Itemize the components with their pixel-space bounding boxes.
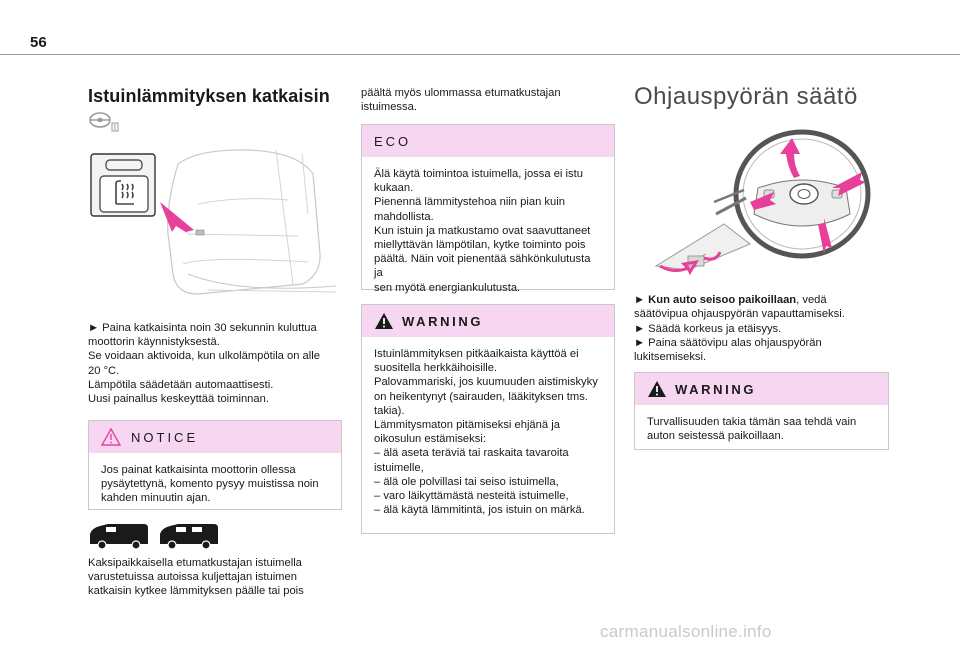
warning-body-seat: Istuinlämmityksen pitkäaikaista käyttöä ei suositella herkkäihoisille. Palovammariski, jos kuumuuden aistimiskyky on heikentynyt (sairauden, lääkityksen tms. takia). Lämmitysmaton pitämiseksi ehjänä ja oikosulun estämiseksi: – älä aseta teräviä tai raskaita tavaroita istuimelle, – älä ole polvillasi tai seiso istuimella, – varo läikyttämästä nesteitä istuimelle, – älä käytä lämmitintä, jos istuin on märkä. [374, 348, 598, 517]
warning-triangle-icon [374, 312, 394, 330]
warning-triangle-icon [647, 380, 667, 398]
notice-triangle-icon [101, 428, 121, 446]
eco-box [361, 124, 615, 294]
steering-step-2: ► Säädä korkeus ja etäisyys. [634, 323, 782, 335]
watermark: carmanualsonline.info [600, 622, 772, 641]
seat-heater-illustration [88, 144, 342, 302]
warning-body-steering: Turvallisuuden takia tämän saa tehdä vain auton seistessä paikoillaan. [647, 416, 857, 443]
seat-heating-instructions: ► Paina katkaisinta noin 30 sekunnin kuluttua moottorin käynnistyksestä. Se voidaan aktivoida, kun ulkolämpötila on alle 20 °C. Lämpötila säädetään automaattisesti. Uusi painallus keskeyttää toiminnan. [88, 322, 320, 406]
two-seat-passenger-text: Kaksipaikkaisella etumatkustajan istuimella varustetuissa autoissa kuljettajan istuimen katkaisin kytkee lämmityksen päälle tai pois [88, 557, 304, 598]
page-number: 56 [30, 34, 47, 51]
steering-step-3: ► Paina säätövipu alas ohjauspyörän lukitsemiseksi. [634, 337, 822, 364]
notice-body: Jos painat katkaisinta moottorin ollessa pysäytettynä, komento pysyy muistissa noin kahden minuutin ajan. [101, 464, 319, 505]
steering-step-1-lead: ► Kun auto seisoo paikoillaan [634, 294, 797, 306]
section-title-seat-heating: Istuinlämmityksen katkaisin [88, 86, 330, 106]
warning-box-steering [634, 372, 889, 450]
notice-header [89, 421, 341, 453]
warning-header-steering [635, 373, 888, 405]
warning-title-seat: WARNING [402, 313, 484, 329]
notice-box [88, 420, 342, 510]
steering-step-1-rest: , vedä säätövipua ohjauspyörän vapauttamiseksi. [634, 294, 845, 321]
steering-wheel-adjustment-illustration [654, 128, 874, 276]
section-title-steering: Ohjauspyörän säätö [634, 83, 858, 110]
header-rule [0, 54, 960, 55]
eco-header [362, 125, 614, 157]
steering-step-1 [634, 293, 889, 321]
notice-title: NOTICE [131, 429, 199, 445]
warning-title-steering: WARNING [675, 381, 757, 397]
steering-wheel-icon [88, 110, 120, 134]
eco-body: Älä käytä toimintoa istuimella, jossa ei istu kukaan. Pienennä lämmitystehoa niin pian kuin mahdollista. Kun istuin ja matkustamo ovat saavuttaneet miellyttävän lämpötilan, kytke toiminto pois päältä. Näin voit pienentää sähkönkulutusta ja sen myötä energiankulutusta. [374, 168, 591, 294]
van-icon [88, 520, 222, 550]
continued-text: päältä myös ulommassa etumatkustajan istuimessa. [361, 87, 561, 114]
eco-title: ECO [374, 133, 412, 149]
warning-box-seat [361, 304, 615, 534]
warning-header-seat [362, 305, 614, 337]
